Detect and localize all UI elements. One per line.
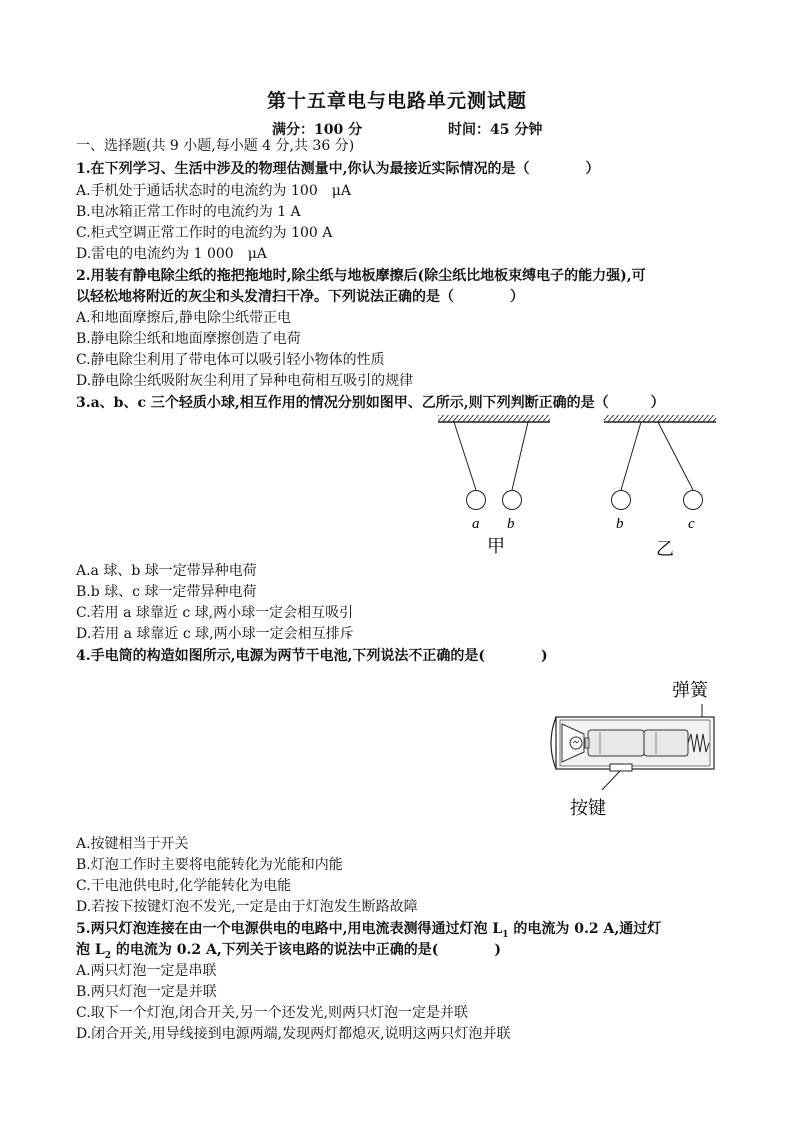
section-heading: 一、选择题(共 9 小题,每小题 4 分,共 36 分) — [76, 138, 355, 154]
q5-sub-1: 1 — [502, 929, 509, 940]
ball-b-jia — [503, 491, 522, 510]
question-1-stem: 1.在下列学习、生活中涉及的物理估测量中,你认为最接近实际情况的是（ ） — [76, 161, 600, 177]
battery-2 — [644, 730, 688, 756]
ceiling-hatch-yi — [604, 415, 716, 422]
switch-button — [610, 764, 632, 771]
battery-1 — [588, 730, 644, 756]
charged-balls-figure — [436, 412, 720, 560]
question-3-stem: 3.a、b、c 三个轻质小球,相互作用的情况分别如图甲、乙所示,则下列判断正确的是（ ） — [76, 395, 665, 411]
label-b-yi: b — [616, 516, 624, 532]
ceiling-hatch-jia — [438, 415, 550, 422]
label-a: a — [472, 516, 480, 532]
q3-option-c: C.若用 a 球靠近 c 球,两小球一定会相互吸引 — [76, 605, 354, 621]
q4-option-a: A.按键相当于开关 — [76, 836, 189, 852]
switch-pointer — [602, 771, 620, 790]
q3-option-d: D.若用 a 球靠近 c 球,两小球一定会相互排斥 — [76, 626, 354, 642]
q5-stem1-part1: 5.两只灯泡连接在由一个电源供电的电路中,用电流表测得通过灯泡 L — [76, 921, 503, 937]
q5-stem1-part2: 的电流为 0.2 A,通过灯 — [508, 921, 662, 937]
q5-sub-2: 2 — [104, 950, 111, 961]
thread-a — [454, 422, 476, 490]
q1-option-c: C.柜式空调正常工作时的电流约为 100 A — [76, 225, 333, 241]
spring-label: 弹簧 — [672, 680, 708, 701]
q5-option-a: A.两只灯泡一定是串联 — [76, 963, 217, 979]
label-c: c — [688, 516, 695, 532]
q5-option-c: C.取下一个灯泡,闭合开关,另一个还发光,则两只灯泡一定是并联 — [76, 1005, 469, 1021]
page-title: 第十五章电与电路单元测试题 — [266, 90, 527, 112]
label-yi: 乙 — [656, 539, 674, 560]
q5-option-b: B.两只灯泡一定是并联 — [76, 984, 217, 1000]
ball-c — [684, 491, 703, 510]
bulb — [570, 737, 582, 749]
question-4-stem: 4.手电筒的构造如图所示,电源为两节干电池,下列说法不正确的是( ) — [76, 648, 548, 664]
label-jia: 甲 — [487, 536, 505, 557]
question-2-stem-line2: 以轻松地将附近的灰尘和头发清扫干净。下列说法正确的是（ ） — [76, 289, 524, 305]
thread-c — [658, 422, 693, 490]
q4-option-c: C.干电池供电时,化学能转化为电能 — [76, 878, 292, 894]
thread-b-yi — [621, 422, 641, 490]
question-2-stem-line1: 2.用装有静电除尘纸的拖把拖地时,除尘纸与地板摩擦后(除尘纸比地板束缚电子的能力强),可 — [76, 268, 646, 284]
q5-stem2-part1: 泡 L — [76, 942, 105, 958]
q4-option-b: B.灯泡工作时主要将电能转化为光能和内能 — [76, 857, 343, 873]
q4-option-d: D.若按下按键灯泡不发光,一定是由于灯泡发生断路故障 — [76, 899, 418, 915]
label-b-jia: b — [507, 516, 515, 532]
full-score-label: 满分：100 分 — [272, 122, 363, 138]
flashlight-figure — [540, 672, 730, 822]
thread-b-jia — [512, 422, 528, 490]
q2-option-b: B.静电除尘纸和地面摩擦创造了电荷 — [76, 331, 301, 347]
time-label: 时间：45 分钟 — [448, 122, 543, 138]
q1-option-a: A.手机处于通话状态时的电流约为 100 μA — [76, 183, 351, 199]
ball-b-yi — [612, 491, 631, 510]
button-label: 按键 — [570, 798, 606, 819]
q2-option-a: A.和地面摩擦后,静电除尘纸带正电 — [76, 310, 292, 326]
q1-option-d: D.雷电的电流约为 1 000 μA — [76, 246, 267, 262]
q1-option-b: B.电冰箱正常工作时的电流约为 1 A — [76, 204, 301, 220]
q3-option-b: B.b 球、c 球一定带异种电荷 — [76, 584, 257, 600]
q3-option-a: A.a 球、b 球一定带异种电荷 — [76, 563, 257, 579]
battery-terminal — [585, 738, 589, 748]
q5-option-d: D.闭合开关,用导线接到电源两端,发现两灯都熄灭,说明这两只灯泡并联 — [76, 1026, 511, 1042]
q2-option-c: C.静电除尘利用了带电体可以吸引轻小物体的性质 — [76, 352, 385, 368]
ball-a — [467, 491, 486, 510]
lens-curve — [551, 717, 556, 769]
q2-option-d: D.静电除尘纸吸附灰尘利用了异种电荷相互吸引的规律 — [76, 373, 414, 389]
q5-stem2-part2: 的电流为 0.2 A,下列关于该电路的说法中正确的是( ) — [110, 942, 501, 958]
